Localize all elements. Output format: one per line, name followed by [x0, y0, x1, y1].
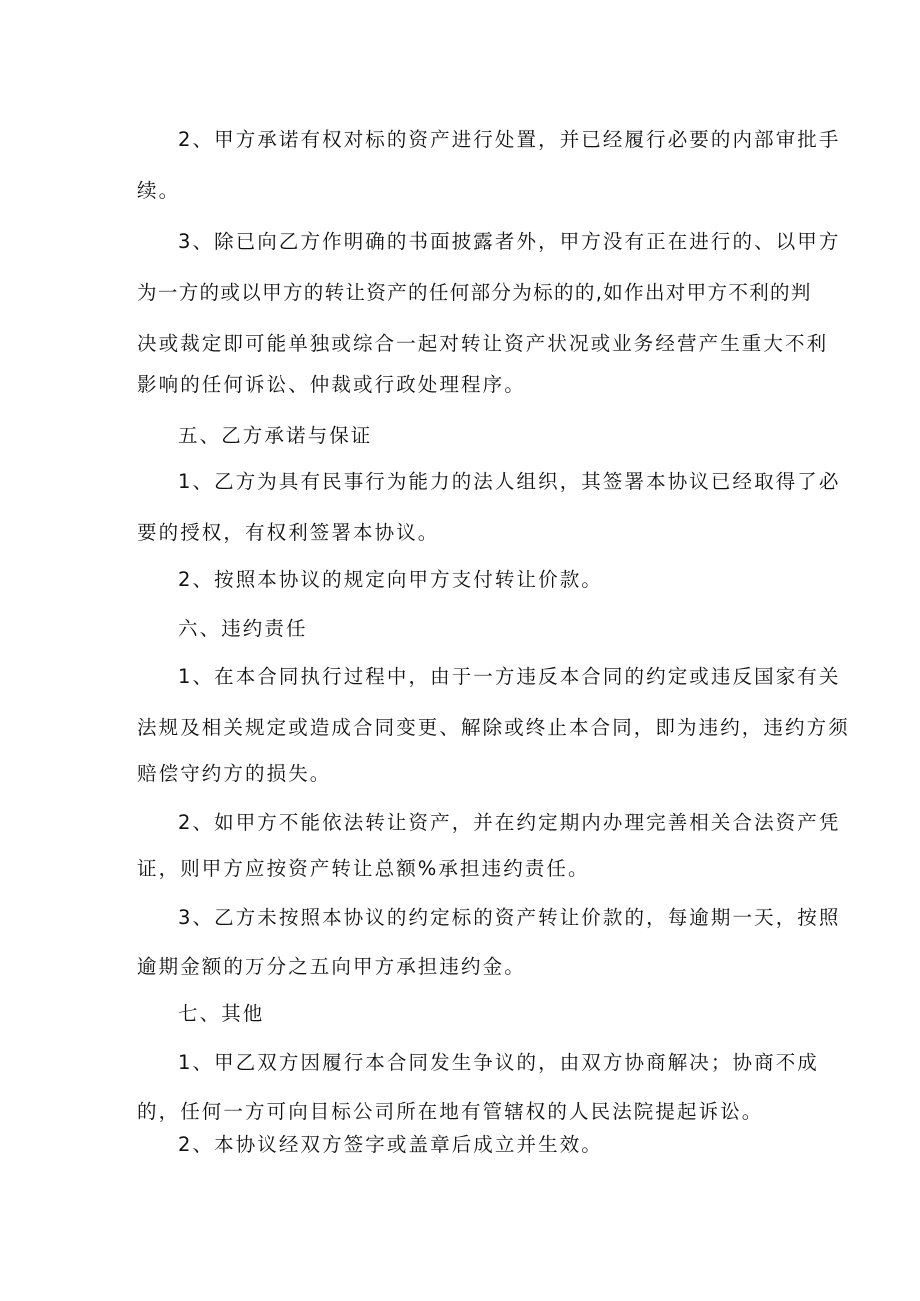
clause-5-2: 2、按照本协议的规定向甲方支付转让价款。 — [178, 568, 603, 591]
clause-6-2-line-1: 2、如甲方不能依法转让资产，并在约定期内办理完善相关合法资产凭 — [178, 811, 841, 834]
clause-6-3-line-1: 3、乙方未按照本协议的约定标的资产转让价款的，每逾期一天，按照 — [178, 906, 841, 929]
clause-6-1-line-3: 赔偿守约方的损失。 — [137, 762, 332, 785]
section-7-heading: 七、其他 — [178, 1002, 265, 1025]
section-6-heading: 六、违约责任 — [178, 617, 308, 640]
clause-5-1-line-1: 1、乙方为具有民事行为能力的法人组织，其签署本协议已经取得了必 — [178, 470, 841, 493]
clause-4-3-line-3: 决或裁定即可能单独或综合一起对转让资产状况或业务经营产生重大不利 — [137, 332, 829, 355]
clause-5-1-line-2: 要的授权，有权利签署本协议。 — [137, 521, 440, 544]
clause-6-3-line-2: 逾期金额的万分之五向甲方承担违约金。 — [137, 955, 526, 978]
clause-4-2-line-2: 续。 — [137, 179, 181, 202]
clause-4-3-line-1: 3、除已向乙方作明确的书面披露者外，甲方没有正在进行的、以甲方 — [178, 230, 841, 253]
section-5-heading: 五、乙方承诺与保证 — [178, 424, 373, 447]
clause-6-2-line-2: 证，则甲方应按资产转让总额%承担违约责任。 — [137, 857, 590, 880]
clause-7-1-line-2: 的，任何一方可向目标公司所在地有管辖权的人民法院提起诉讼。 — [137, 1100, 764, 1123]
clause-4-3-line-4: 影响的任何诉讼、仲裁或行政处理程序。 — [137, 373, 526, 396]
clause-7-1-line-1: 1、甲乙双方因履行本合同发生争议的，由双方协商解决；协商不成 — [178, 1051, 819, 1074]
clause-4-2-line-1: 2、甲方承诺有权对标的资产进行处置，并已经履行必要的内部审批手 — [178, 128, 841, 151]
clause-7-2: 2、本协议经双方签字或盖章后成立并生效。 — [178, 1133, 603, 1156]
clause-6-1-line-1: 1、在本合同执行过程中，由于一方违反本合同的约定或违反国家有关 — [178, 665, 841, 688]
clause-4-3-line-2: 为一方的或以甲方的转让资产的任何部分为标的的,如作出对甲方不利的判 — [137, 281, 812, 304]
clause-6-1-line-2: 法规及相关规定或造成合同变更、解除或终止本合同，即为违约，违约方须 — [137, 716, 850, 739]
